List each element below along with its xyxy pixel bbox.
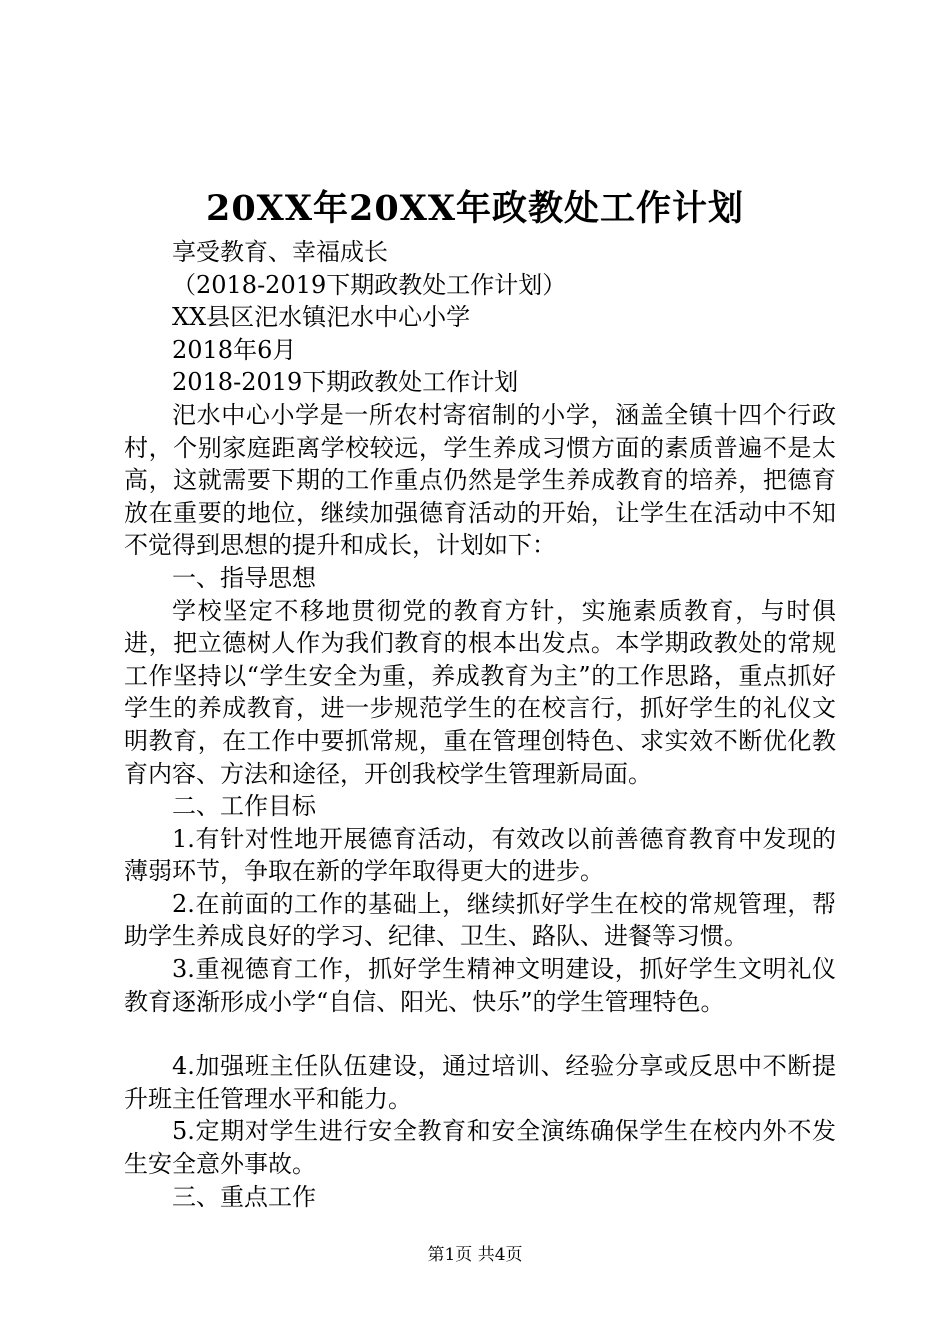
document-body (124, 236, 836, 1213)
goal-item-5: 5.定期对学生进行安全教育和安全演练确保学生在校内外不发生安全意外事故。 (124, 1117, 836, 1179)
page-footer: 第1页 共4页 (427, 1245, 523, 1265)
document-title: 20XX年20XX年政教处工作计划 (205, 188, 745, 229)
subtitle-slogan: 享受教育、幸福成长 (172, 238, 388, 266)
goal-item-3: 3.重视德育工作，抓好学生精神文明建设，抓好学生文明礼仪教育逐渐形成小学“自信、阳光、快乐”的学生管理特色。 (124, 955, 836, 1016)
intro-paragraph: 汜水中心小学是一所农村寄宿制的小学，涵盖全镇十四个行政村，个别家庭距离学校较远，学生养成习惯方面的素质普遍不是太高，这就需要下期的工作重点仍然是学生养成教育的培养，把德育放在重要的地位，继续加强德育活动的开始，让学生在活动中不知不觉得到思想的提升和成长，计划如下： (124, 400, 836, 560)
plan-heading: 2018-2019下期政教处工作计划 (172, 368, 519, 397)
guiding-thought-paragraph: 学校坚定不移地贯彻党的教育方针，实施素质教育，与时俱进，把立德树人作为我们教育的根本出发点。本学期政教处的常规工作坚持以“学生安全为重，养成教育为主”的工作思路，重点抓好学生的养成教育，进一步规范学生的在校言行，抓好学生的礼仪文明教育，在工作中要抓常规，重在管理创特色、求实效不断优化教育内容、方法和途径，开创我校学生管理新局面。 (124, 596, 836, 788)
goal-item-2: 2.在前面的工作的基础上，继续抓好学生在校的常规管理，帮助学生养成良好的学习、纪律、卫生、路队、进餐等习惯。 (124, 889, 836, 951)
document-date: 2018年6月 (172, 335, 297, 364)
section-heading-guiding-thought: 一、指导思想 (172, 563, 316, 592)
goal-item-4: 4.加强班主任队伍建设，通过培训、经验分享或反思中不断提升班主任管理水平和能力。 (124, 1052, 836, 1113)
goal-item-1: 1.有针对性地开展德育活动，有效改以前善德育教育中发现的薄弱环节，争取在新的学年取得更大的进步。 (124, 824, 836, 886)
subtitle-plan-name: （2018-2019下期政教处工作计划） (172, 270, 567, 299)
section-heading-work-goals: 二、工作目标 (172, 792, 316, 821)
section-heading-key-work: 三、重点工作 (172, 1182, 316, 1211)
school-name: XX县区汜水镇汜水中心小学 (172, 303, 471, 332)
